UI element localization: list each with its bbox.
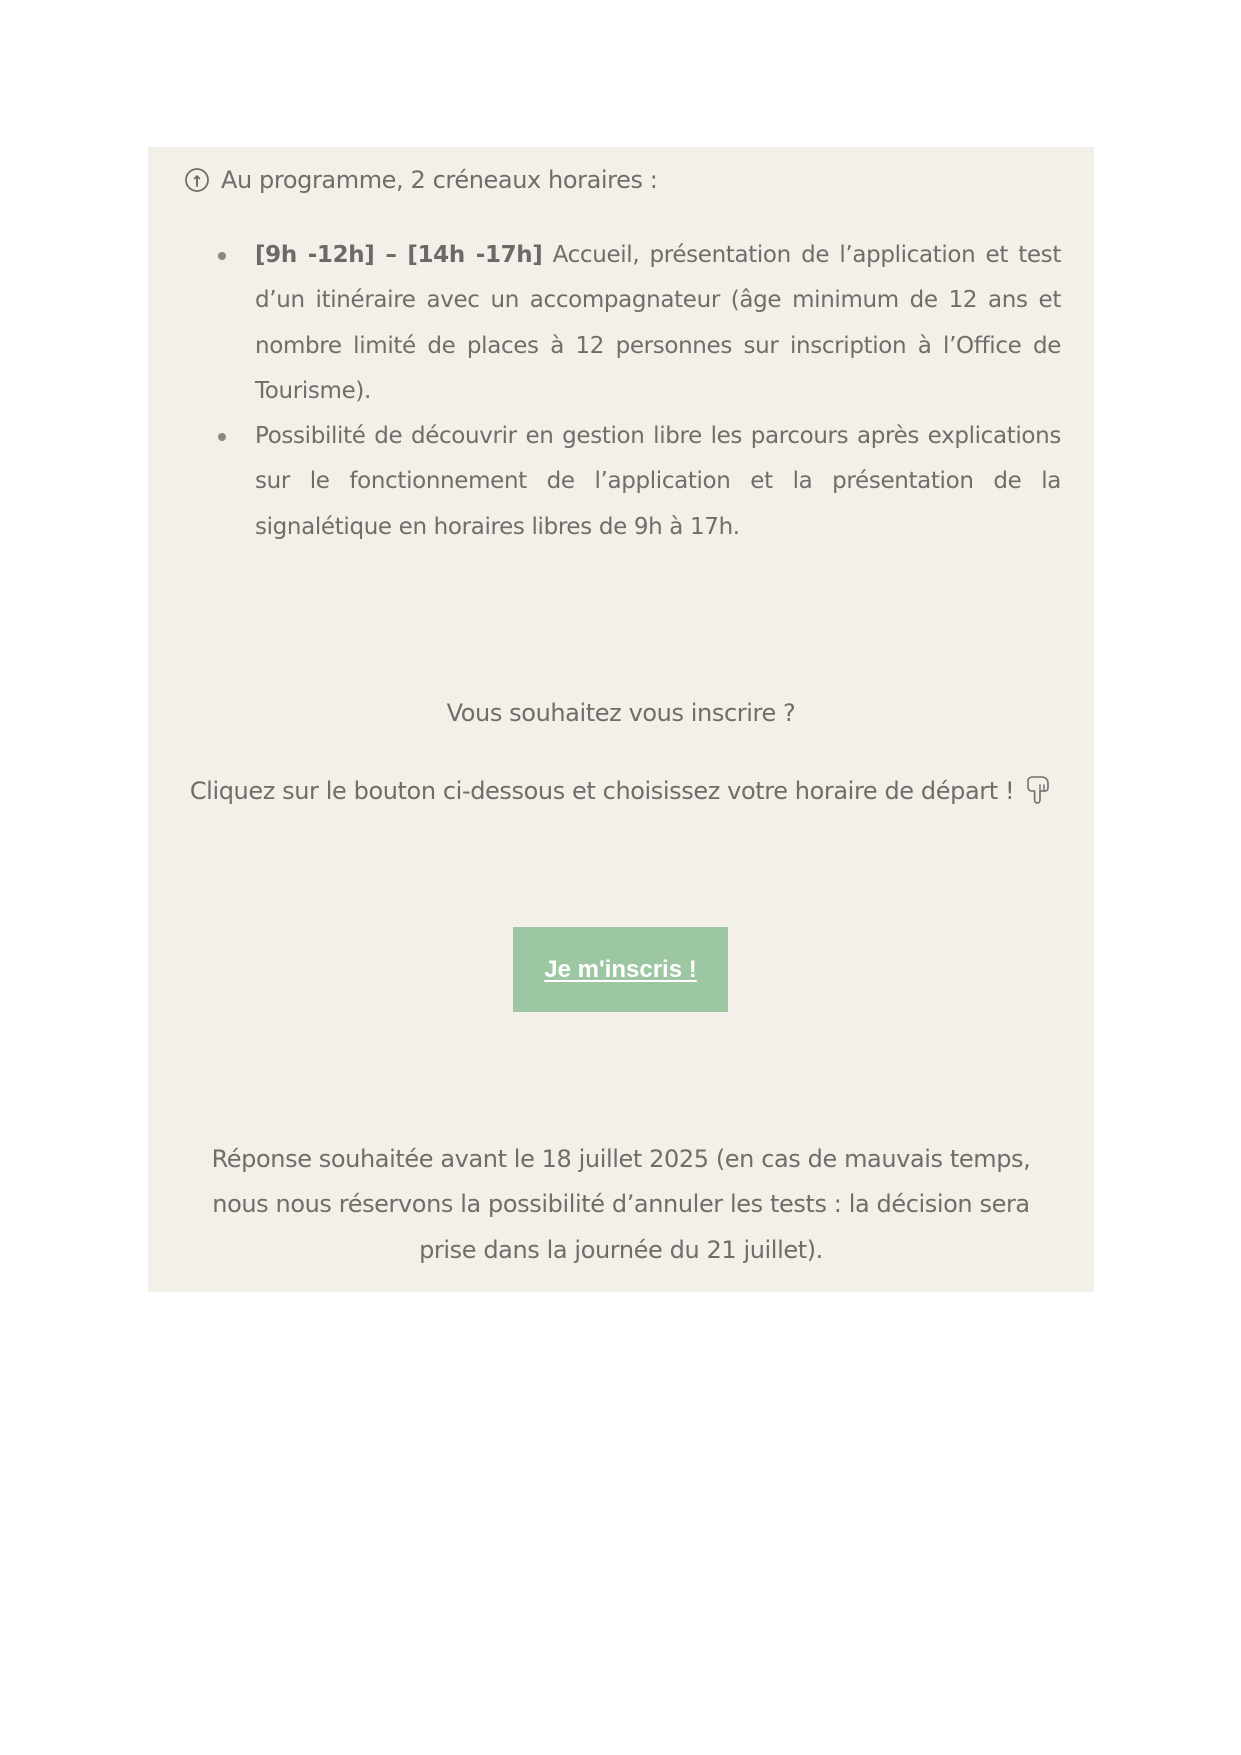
program-item-text: Accueil, présentation de l’application et test d’un itinéraire avec un accompagnateur (âge minimum de 12 ans et nombre limité de places à 12 personnes sur inscription à l’Office de Tourisme). <box>255 242 1061 404</box>
bullet-dot-icon <box>218 433 226 441</box>
signup-instruction <box>148 775 1094 805</box>
signup-question: Vous souhaitez vous inscrire ? <box>446 699 796 727</box>
program-list <box>148 233 1094 550</box>
program-item <box>255 414 1061 550</box>
signup-button[interactable]: Je m'inscris ! <box>513 927 728 1012</box>
time-slot-label: [9h -12h] – [14h -17h] <box>255 242 543 268</box>
program-intro <box>184 163 658 197</box>
response-deadline-note: Réponse souhaitée avant le 18 juillet 2025 (en cas de mauvais temps, nous nous réservons la possibilité d’annuler les tests : la décision sera prise dans la journée du 21 juillet). <box>211 1145 1031 1264</box>
program-item <box>255 233 1061 414</box>
event-info-panel <box>148 147 1094 1292</box>
signup-instruction-text: Cliquez sur le bouton ci-dessous et choisissez votre horaire de départ ! <box>189 777 1015 805</box>
info-circle-icon <box>184 167 210 193</box>
bullet-dot-icon <box>218 252 226 260</box>
program-item-text: Possibilité de découvrir en gestion libre les parcours après explications sur le fonctionnement de l’application et la présentation de la signalétique en horaires libres de 9h à 17h. <box>255 423 1061 540</box>
pointing-down-hand-icon <box>1024 775 1052 805</box>
program-intro-text: Au programme, 2 créneaux horaires : <box>221 166 658 194</box>
